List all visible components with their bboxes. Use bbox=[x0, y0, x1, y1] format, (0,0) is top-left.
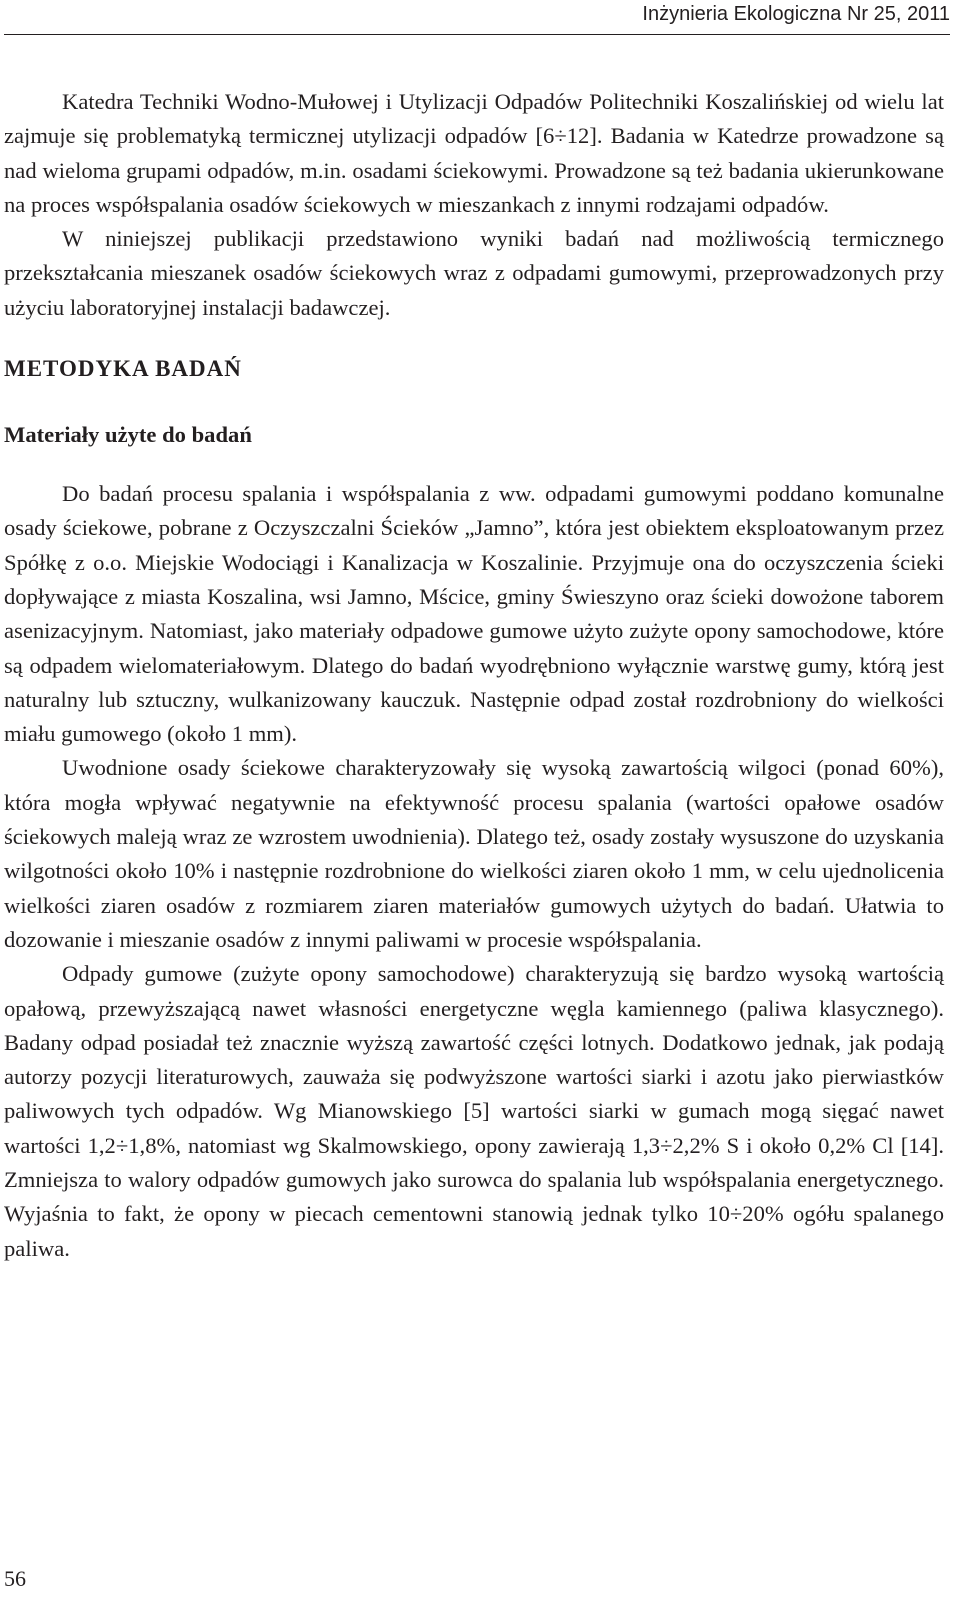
section-heading: METODYKA BADAŃ bbox=[4, 356, 242, 382]
article-body bbox=[4, 85, 944, 1266]
section-paragraph-1: Do badań procesu spalania i współspalania z ww. odpadami gumowymi poddano komunalne osady ściekowe, pobrane z Oczyszczalni Ścieków „Jamno”, która jest obiektem eksploatowanym przez Spółkę z o.o. Miejskie Wodociągi i Kanalizacja w Koszalinie. Przyjmuje ona do oczyszczenia ścieki dopływające z miasta Koszalina, wsi Jamno, Mścice, gminy Świeszyno oraz ścieki dowożone taborem asenizacyjnym. Natomiast, jako materiały odpadowe gumowe użyto zużyte opony samochodowe, które są odpadem wielomateriałowym. Dlatego do badań wyodrębniono wyłącznie warstwę gumy, którą jest naturalny lub sztuczny, wulkanizowany kauczuk. Następnie odpad został rozdrobniony do wielkości miału gumowego (około 1 mm). bbox=[4, 481, 944, 747]
intro-paragraph-1: Katedra Techniki Wodno-Mułowej i Utylizacji Odpadów Politechniki Koszalińskiej od wielu lat zajmuje się problematyką termicznej utylizacji odpadów [6÷12]. Badania w Katedrze prowadzone są nad wieloma grupami odpadów, m.in. osadami ściekowymi. Prowadzone są też badania ukierunkowane na proces współspalania osadów ściekowych w mieszankach z innymi rodzajami odpadów. bbox=[4, 89, 944, 217]
section-paragraph-3: Odpady gumowe (zużyte opony samochodowe) charakteryzują się bardzo wysoką wartością opałową, przewyższającą nawet własności energetyczne węgla kamiennego (paliwa klasycznego). Badany odpad posiadał też znacznie wyższą zawartość części lotnych. Dodatkowo jednak, jak podają autorzy pozycji literaturowych, zauważa się podwyższone wartości siarki i azotu jako pierwiastków paliwowych tych odpadów. Wg Mianowskiego [5] wartości siarki w gumach mogą sięgać nawet wartości 1,2÷1,8%, natomiast wg Skalmowskiego, opony zawierają 1,3÷2,2% S i około 0,2% Cl [14]. Zmniejsza to walory odpadów gumowych jako surowca do spalania lub współspalania energetycznego. Wyjaśnia to fakt, że opony w piecach cementowni stanowią jednak tylko 10÷20% ogółu spalanego paliwa. bbox=[4, 961, 944, 1261]
header-divider bbox=[4, 34, 950, 35]
subsection-heading: Materiały użyte do badań bbox=[4, 422, 252, 448]
intro-paragraph-2: W niniejszej publikacji przedstawiono wyniki badań nad możliwością termicznego przekształcania mieszanek osadów ściekowych wraz z odpadami gumowymi, przeprowadzonych przy użyciu laboratoryjnej instalacji badawczej. bbox=[4, 226, 944, 320]
section-paragraph-2: Uwodnione osady ściekowe charakteryzowały się wysoką zawartością wilgoci (ponad 60%), która mogła wpływać negatywnie na efektywność procesu spalania (wartości opałowe osadów ściekowych maleją wraz ze wzrostem uwodnienia). Dlatego też, osady zostały wysuszone do uzyskania wilgotności około 10% i następnie rozdrobnione do wielkości ziaren około 1 mm, w celu ujednolicenia wielkości ziaren osadów z rozmiarem ziaren materiałów gumowych użytych do badań. Ułatwia to dozowanie i mieszanie osadów z innymi paliwami w procesie współspalania. bbox=[4, 755, 944, 952]
running-header: Inżynieria Ekologiczna Nr 25, 2011 bbox=[642, 3, 950, 25]
page-number: 56 bbox=[4, 1566, 26, 1591]
